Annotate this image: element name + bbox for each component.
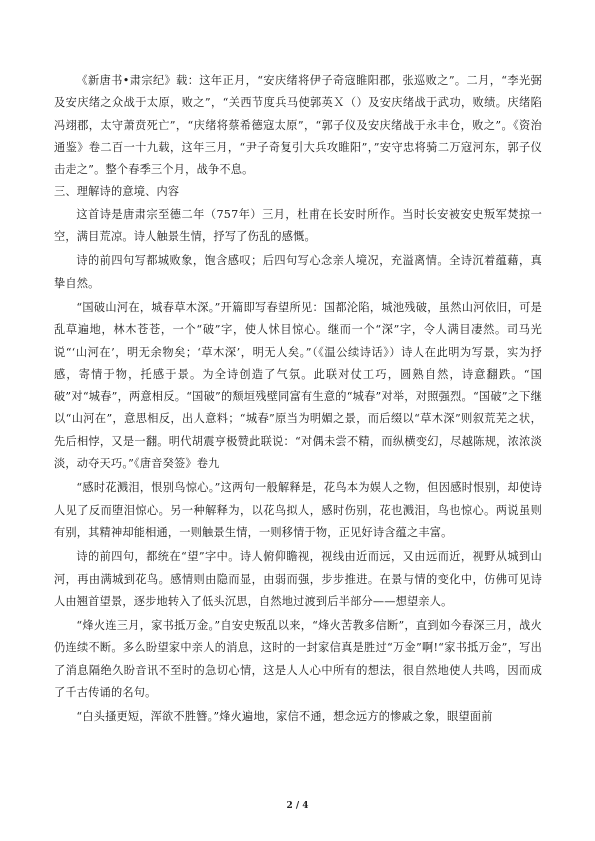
paragraph-history-records: 《新唐书•肃宗纪》载：这年正月，“安庆绪将伊子奇寇睢阳郡，张巡败之”。二月，“李光弼及安庆绪之众战于太原，败之”，“关西节度兵马使郭英Ｘ（）及安庆绪战于武功，败绩。庆绪陷冯翊郡，太守萧贲死亡”，“庆绪将蔡希德寇太原”，“郭子仪及安庆绪战于永丰仓，败之”。《资治通鉴》卷二百一十九载，这年三月，“尹子奇复引大兵攻睢阳”，”安守忠将骑二万寇河东，郭子仪击走之”。整个春季三个月，战争不息。: [54, 74, 542, 177]
paragraph-first-four-lines: 诗的前四句，都统在“望”字中。诗人俯仰瞻视，视线由近而远，又由远而近，视野从城到山河，再由满城到花鸟。感情则由隐而显，由弱而强，步步推进。在景与情的变化中，仿佛可见诗人由翘首望景，逐步地转入了低头沉思，自然地过渡到后半部分——想望亲人。: [54, 550, 542, 608]
paragraph-first-couplet: “国破山河在，城春草木深。”开篇即写春望所见：国都沦陷，城池残破，虽然山河依旧，可是乱草遍地，林木苍苍，一个“破”字，使人怵目惊心。继而一个“深”字，令人满目凄然。司马光说“‘山河在’，明无余物矣；‘草木深’，明无人矣。”（《温公续诗话》）诗人在此明为写景，实为抒感，寄情于物，托感于景。为全诗创造了气氛。此联对仗工巧，圆熟自然，诗意翻跌。“国破”对“城春”，两意相反。“国破”的颓垣残壁同富有生意的“城春”对举，对照强烈。“国破”之下继以“山河在”，意思相反，出人意料；“城春”原当为明媚之景，而后缀以“草木深”则叙荒芜之状，先后相悖，又是一翻。明代胡震亨极赞此联说：“对偶未尝不精，而纵横变幻，尽越陈规，浓浓淡淡，动夺天巧。”《唐音癸签》卷九: [54, 300, 542, 471]
page-number: 2 / 4: [286, 801, 309, 811]
paragraph-second-couplet: “感时花溅泪，恨别鸟惊心。”这两句一般解释是，花鸟本为娱人之物，但因感时恨别，却使诗人见了反而堕泪惊心。另一种解释为，以花鸟拟人，感时伤别，花也溅泪，鸟也惊心。两说虽则有别，其精神却能相通，一则触景生情，一则移情于物，正见好诗含蕴之丰富。: [54, 481, 542, 539]
paragraph-structure: 诗的前四句写都城败象，饱含感叹；后四句写心念亲人境况，充溢离情。全诗沉着蕴藉，真挚自然。: [54, 254, 542, 290]
document-body: [54, 70, 542, 729]
paragraph-background: 这首诗是唐肃宗至德二年（757年）三月，杜甫在长安时所作。当时长安被安史叛军焚掠一空，满目荒凉。诗人触景生情，抒写了伤乱的感慨。: [54, 207, 542, 244]
paragraph-third-couplet: “烽火连三月，家书抵万金。”自安史叛乱以来，“烽火苦教多信断”，直到如今春深三月，战火仍连续不断。多么盼望家中亲人的消息，这时的一封家信真是胜过“万金”啊!“家书抵万金”，写出了消息隔绝久盼音讯不至时的急切心情，这是人人心中所有的想法，很自然地使人共鸣，因而成了千古传诵的名句。: [54, 619, 542, 700]
section-heading-understanding: 三、理解诗的意境、内容: [54, 185, 180, 199]
paragraph-fourth-couplet: “白头搔更短，浑欲不胜簪。”烽火遍地，家信不通，想念远方的惨戚之象，眼望面前: [76, 710, 493, 724]
